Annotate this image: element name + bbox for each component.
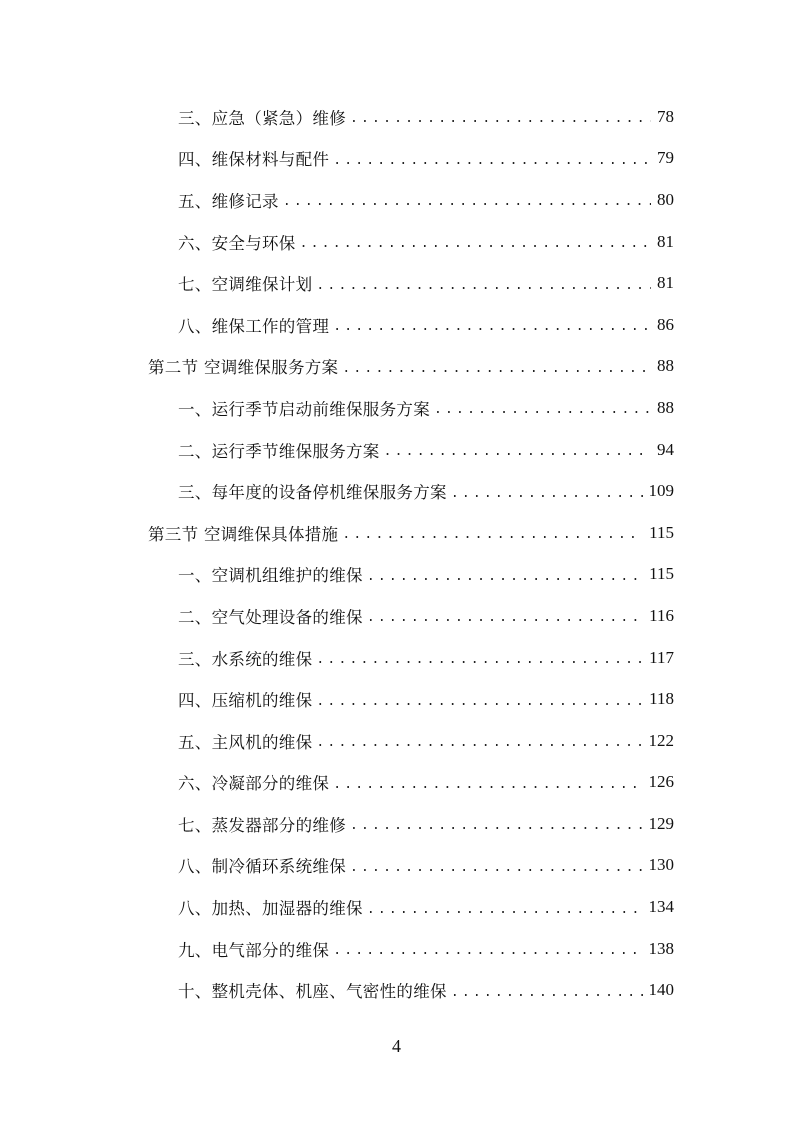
toc-entry-label: 二、空气处理设备的维保 xyxy=(178,607,363,627)
toc-entry-page: 94 xyxy=(657,439,674,459)
toc-entry-page: 118 xyxy=(649,689,674,709)
toc-dot-leader xyxy=(367,610,643,625)
toc-dot-leader xyxy=(300,236,651,251)
toc-entry[interactable] xyxy=(0,138,793,180)
toc-entry-label: 五、主风机的维保 xyxy=(178,732,313,752)
toc-entry-label: 一、空调机组维护的维保 xyxy=(178,566,363,586)
toc-dot-leader xyxy=(350,818,643,833)
toc-entry-page: 115 xyxy=(649,564,674,584)
toc-entry-page: 140 xyxy=(648,980,674,1000)
toc-entry-page: 81 xyxy=(657,273,674,293)
toc-entry-page: 81 xyxy=(657,231,674,251)
toc-entry[interactable] xyxy=(0,720,793,762)
toc-entry-label: 一、运行季节启动前维保服务方案 xyxy=(178,399,430,419)
toc-entry-label: 五、维修记录 xyxy=(178,191,279,211)
toc-dot-leader xyxy=(333,153,651,168)
toc-entry-label: 第二节 空调维保服务方案 xyxy=(148,358,339,378)
toc-entry-label: 八、加热、加湿器的维保 xyxy=(178,899,363,919)
toc-entry[interactable] xyxy=(0,262,793,304)
toc-entry-label: 第三节 空调维保具体措施 xyxy=(148,524,339,544)
toc-entry-page: 88 xyxy=(657,397,674,417)
toc-entry[interactable] xyxy=(0,304,793,346)
toc-entry-page: 86 xyxy=(657,314,674,334)
toc-entry[interactable] xyxy=(0,179,793,221)
toc-dot-leader xyxy=(434,402,651,417)
toc-entry[interactable] xyxy=(0,678,793,720)
toc-entry[interactable] xyxy=(0,387,793,429)
toc-entry-page: 88 xyxy=(657,356,674,376)
toc-entry[interactable] xyxy=(0,554,793,596)
toc-dot-leader xyxy=(333,943,642,958)
toc-dot-leader xyxy=(342,361,651,376)
toc-entry-label: 七、空调维保计划 xyxy=(178,275,313,295)
toc-entry[interactable] xyxy=(0,762,793,804)
toc-entry-page: 134 xyxy=(648,897,674,917)
toc-entry-label: 二、运行季节维保服务方案 xyxy=(178,441,380,461)
toc-section-entry[interactable] xyxy=(0,512,793,554)
toc-entry[interactable] xyxy=(0,845,793,887)
toc-dot-leader xyxy=(451,486,643,501)
toc-entry[interactable] xyxy=(0,969,793,1011)
toc-dot-leader xyxy=(367,569,643,584)
toc-dot-leader xyxy=(316,735,642,750)
toc-entry-page: 138 xyxy=(648,938,674,958)
toc-entry-page: 115 xyxy=(649,522,674,542)
toc-entry-page: 117 xyxy=(649,647,674,667)
toc-entry-label: 六、冷凝部分的维保 xyxy=(178,774,330,794)
toc-entry[interactable] xyxy=(0,470,793,512)
toc-dot-leader xyxy=(367,902,643,917)
toc-dot-leader xyxy=(333,777,642,792)
toc-dot-leader xyxy=(316,652,643,667)
toc-entry-label: 四、维保材料与配件 xyxy=(178,150,330,170)
toc-entry-label: 六、安全与环保 xyxy=(178,233,296,253)
toc-entry-page: 122 xyxy=(648,730,674,750)
toc-dot-leader xyxy=(350,860,643,875)
toc-dot-leader xyxy=(316,278,651,293)
toc-entry[interactable] xyxy=(0,928,793,970)
toc-entry-label: 八、制冷循环系统维保 xyxy=(178,857,346,877)
toc-entry-label: 九、电气部分的维保 xyxy=(178,940,330,960)
toc-dot-leader xyxy=(283,194,651,209)
table-of-contents xyxy=(0,96,793,1011)
toc-entry-label: 三、应急（紧急）维修 xyxy=(178,108,346,128)
toc-dot-leader xyxy=(316,694,643,709)
toc-entry-page: 130 xyxy=(648,855,674,875)
toc-entry[interactable] xyxy=(0,595,793,637)
toc-section-entry[interactable] xyxy=(0,346,793,388)
toc-entry-page: 78 xyxy=(657,106,674,126)
toc-dot-leader xyxy=(350,111,651,126)
toc-entry-page: 126 xyxy=(648,772,674,792)
toc-entry-page: 109 xyxy=(648,481,674,501)
toc-dot-leader xyxy=(451,985,643,1000)
toc-entry-label: 七、蒸发器部分的维修 xyxy=(178,815,346,835)
toc-entry-label: 三、水系统的维保 xyxy=(178,649,313,669)
toc-entry-page: 129 xyxy=(648,813,674,833)
toc-dot-leader xyxy=(333,319,651,334)
toc-entry-page: 116 xyxy=(649,605,674,625)
toc-entry[interactable] xyxy=(0,803,793,845)
toc-entry[interactable] xyxy=(0,96,793,138)
page-number: 4 xyxy=(392,1036,401,1056)
toc-entry-label: 八、维保工作的管理 xyxy=(178,316,330,336)
toc-entry-label: 十、整机壳体、机座、气密性的维保 xyxy=(178,982,447,1002)
toc-dot-leader xyxy=(384,444,651,459)
toc-entry-page: 80 xyxy=(657,189,674,209)
toc-entry[interactable] xyxy=(0,221,793,263)
toc-entry[interactable] xyxy=(0,886,793,928)
toc-entry-label: 三、每年度的设备停机维保服务方案 xyxy=(178,483,447,503)
toc-entry-label: 四、压缩机的维保 xyxy=(178,691,313,711)
toc-entry[interactable] xyxy=(0,637,793,679)
toc-dot-leader xyxy=(342,527,643,542)
toc-entry-page: 79 xyxy=(657,148,674,168)
toc-entry[interactable] xyxy=(0,429,793,471)
